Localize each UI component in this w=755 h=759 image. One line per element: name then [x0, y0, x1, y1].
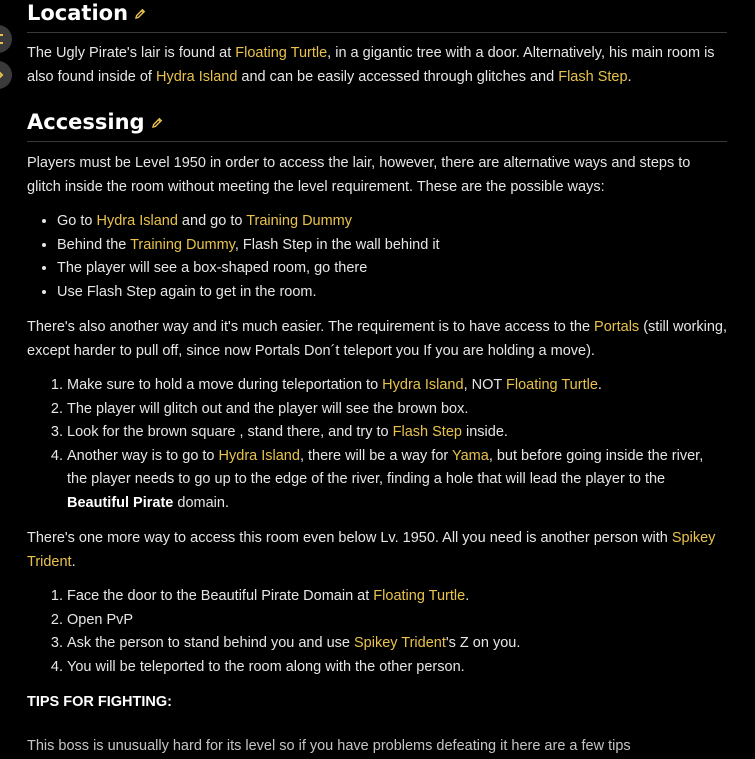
tips-heading: TIPS FOR FIGHTING: [27, 694, 172, 710]
link-hydra-island[interactable]: Hydra Island [96, 213, 178, 229]
side-tool-button[interactable] [0, 25, 12, 53]
tips-intro-text: This boss is unusually hard for its level so if you have problems defeating it here are a few tips [27, 738, 631, 754]
text: inside. [461, 424, 508, 440]
list-item [67, 421, 727, 445]
location-heading [27, 0, 727, 33]
side-tool-icon [0, 33, 5, 45]
list-item: 2. Open PvP [67, 609, 727, 633]
bold-text: Beautiful Pirate [67, 494, 174, 511]
chevron-right-icon [0, 69, 5, 81]
link-floating-turtle[interactable]: Floating Turtle [373, 588, 466, 604]
text: There's also another way and it's much easier. The requirement is to have access to the [27, 319, 595, 335]
link-flash-step[interactable]: Flash Step [392, 424, 462, 440]
link-floating-turtle[interactable]: Floating Turtle [506, 377, 598, 393]
link-yama[interactable]: Yama [452, 447, 489, 464]
link-spikey-trident[interactable]: Spikey Trident [353, 635, 446, 651]
list-item [57, 234, 727, 258]
text: Look for the brown square , stand there, and try to [67, 424, 393, 440]
text: There's one more way to access this room even below Lv. 1950. All you need is another person with [27, 530, 672, 546]
text: and go to [177, 213, 247, 229]
text: , there will be a way for [299, 447, 452, 464]
text: . [627, 68, 632, 85]
spikey-trident-paragraph [27, 527, 727, 574]
text: Make sure to hold a move during teleportation to [67, 377, 383, 393]
link-hydra-island[interactable]: Hydra Island [155, 68, 238, 85]
text: , NOT [463, 377, 506, 393]
pencil-icon [151, 117, 163, 129]
link-training-dummy[interactable]: Training Dummy [130, 236, 235, 253]
list-item [57, 210, 727, 234]
accessing-title: Accessing [27, 110, 145, 134]
portal-steps-list [27, 374, 727, 515]
link-flash-step[interactable]: Flash Step [558, 68, 628, 85]
list-item: 4. You will be teleported to the room along with the other person. [67, 656, 727, 680]
text: , but before going inside the river, the player needs to go up to the edge of the river, finding a hole that will lead the player to the [67, 447, 704, 487]
list-item: • Use Flash Step again to get in the room. [57, 281, 727, 305]
link-floating-turtle[interactable]: Floating Turtle [235, 45, 328, 61]
text: Ask the person to stand behind you and use [67, 635, 354, 651]
text: Behind the [57, 236, 131, 253]
text: . [597, 377, 602, 393]
list-item: 2. The player will glitch out and the player will see the brown box. [67, 398, 727, 422]
list-item [67, 445, 727, 516]
link-spikey-trident[interactable]: Spikey Trident [27, 530, 716, 570]
text: , Flash Step in the wall behind it [234, 236, 440, 253]
edit-accessing-button[interactable] [151, 117, 163, 129]
text: . [465, 588, 470, 604]
link-portals[interactable]: Portals [594, 319, 640, 335]
location-title: Location [27, 1, 129, 25]
text: Go to [57, 213, 97, 229]
list-item [67, 632, 727, 656]
list-item [67, 585, 727, 609]
text: Face the door to the Beautiful Pirate Domain at [67, 588, 374, 604]
text: domain. [173, 494, 229, 511]
link-hydra-island[interactable]: Hydra Island [218, 447, 300, 464]
text: . [71, 553, 76, 570]
accessing-intro: Players must be Level 1950 in order to access the lair, however, there are alternative ways and steps to glitch inside the room without meeting the level requirement. These are the possible ways: [27, 155, 691, 195]
text: 's Z on you. [445, 635, 521, 651]
trident-steps-list [27, 585, 727, 679]
text: The Ugly Pirate's lair is found at [27, 45, 236, 61]
list-item [67, 374, 727, 398]
link-training-dummy[interactable]: Training Dummy [246, 213, 353, 229]
possible-ways-list [27, 210, 727, 304]
accessing-heading [27, 109, 727, 142]
list-item: • The player will see a box-shaped room, go there [57, 257, 727, 281]
link-hydra-island[interactable]: Hydra Island [382, 377, 464, 393]
text: and can be easily accessed through glitches and [237, 68, 559, 85]
pencil-icon [134, 8, 146, 20]
side-expand-button[interactable] [0, 61, 12, 89]
text: (still working, except harder to pull off, since now Portals Don´t teleport you If you are holding a move). [27, 319, 728, 359]
text: Another way is to go to [67, 447, 219, 464]
location-paragraph [27, 42, 727, 89]
text: , in a gigantic tree with a door. Alternatively, his main room is also found inside of [27, 45, 715, 85]
portals-paragraph [27, 316, 727, 363]
edit-location-button[interactable] [134, 8, 146, 20]
